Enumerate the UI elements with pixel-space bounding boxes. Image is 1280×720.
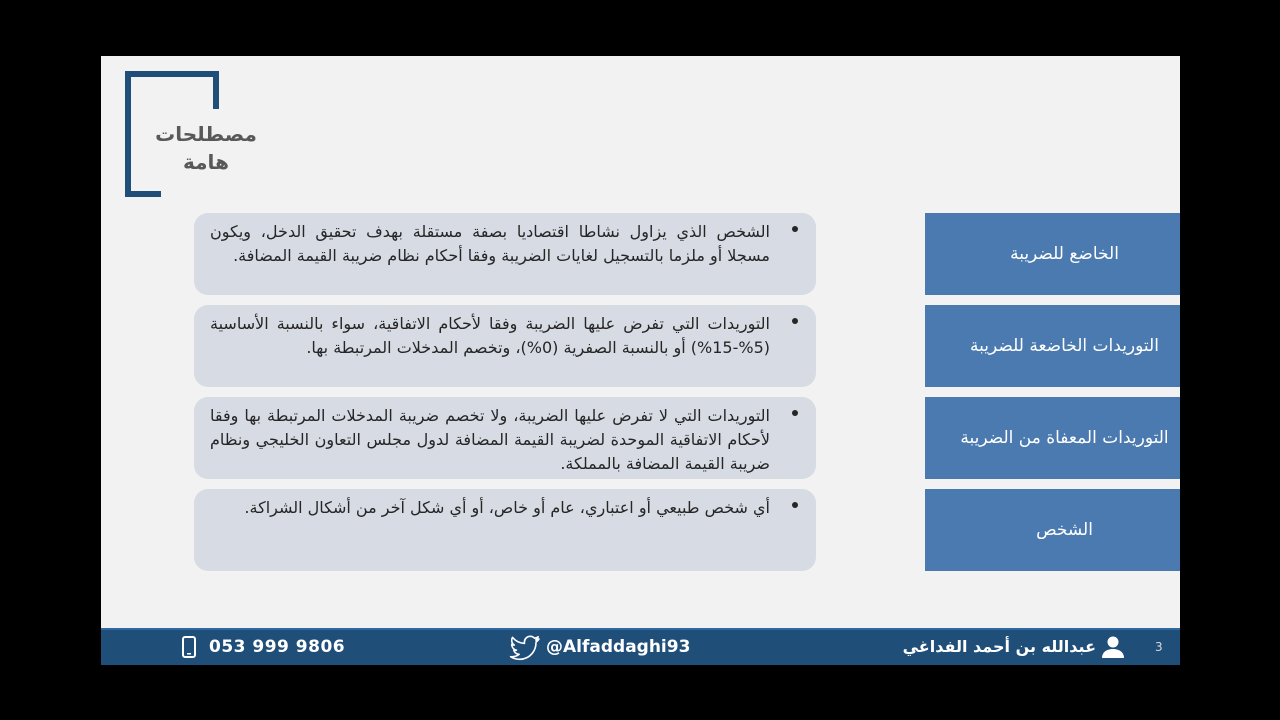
phone-number: 053 999 9806 [209,637,346,657]
user-icon [1101,635,1125,659]
bullet-icon [792,226,798,232]
twitter-handle: @Alfaddaghi93 [546,637,691,657]
bullet-icon [792,502,798,508]
definition-box [194,489,816,571]
term-row [194,397,1169,479]
mobile-phone-icon [182,636,196,658]
definition-text: الشخص الذي يزاول نشاطا اقتصاديا بصفة مستقلة بهدف تحقيق الدخل، ويكون مسجلا أو ملزما بالتسجيل لغايات الضريبة وفقا أحكام نظام ضريبة القيمة المضافة. [210,222,770,265]
bullet-icon [792,410,798,416]
definition-box [194,305,816,387]
page-number: 3 [1155,640,1163,654]
term-row [194,489,1104,571]
term-label: الشخص [925,489,1180,571]
definition-box [194,397,816,479]
term-label: التوريدات الخاضعة للضريبة [925,305,1180,387]
term-label: الخاضع للضريبة [925,213,1180,295]
presentation-slide [101,56,1180,665]
author-name: عبدالله بن أحمد الفداغي [902,637,1096,656]
definition-box [194,213,816,295]
term-row [194,213,1119,295]
definition-text: التوريدات التي تفرض عليها الضريبة وفقا لأحكام الاتفاقية، سواء بالنسبة الأساسية (5%-15%) أو بالنسبة الصفرية (0%)، وتخصم المدخلات المرتبطة بها. [210,314,770,357]
definition-text: أي شخص طبيعي أو اعتباري، عام أو خاص، أو أي شكل آخر من أشكال الشراكة. [244,498,770,517]
term-row [194,305,1159,387]
slide-title: مصطلحات هامة [155,122,257,174]
slide-footer [101,628,1180,665]
twitter-bird-icon [509,635,541,661]
term-label: التوريدات المعفاة من الضريبة [925,397,1180,479]
definition-text: التوريدات التي لا تفرض عليها الضريبة، ولا تخصم ضريبة المدخلات المرتبطة بها وفقا لأحكام الاتفاقية الموحدة لضريبة القيمة المضافة لدول مجلس التعاون الخليجي ونظام ضريبة القيمة المضافة بالمملكة. [210,406,770,473]
bullet-icon [792,318,798,324]
